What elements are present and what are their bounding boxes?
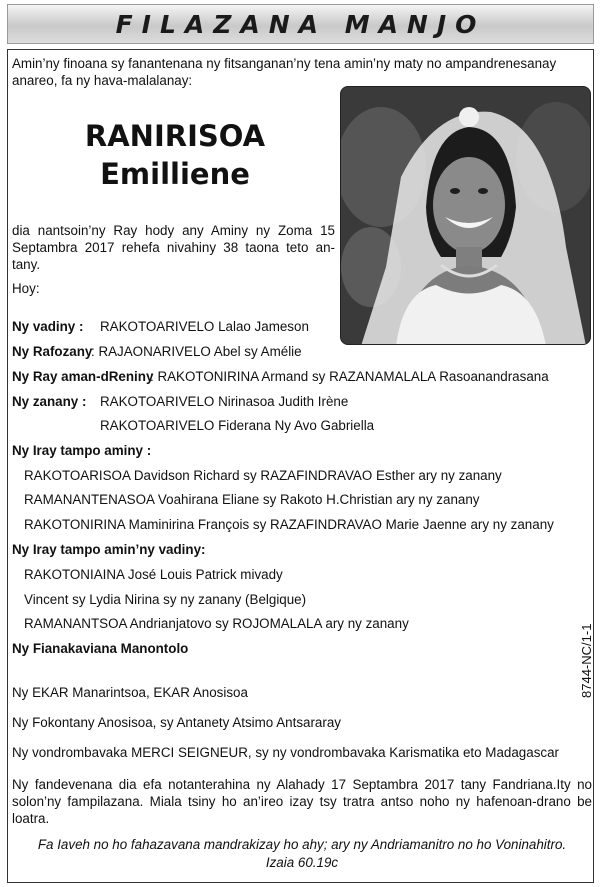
other-mourner: Ny Fokontany Anosisoa, sy Antanety Atsimo Antsararay <box>12 715 341 730</box>
zanany-item: RAKOTOARIVELO Fiderana Ny Avo Gabriella <box>100 418 375 433</box>
deceased-given-name: Emilliene <box>100 157 250 191</box>
iray-tampo-item: RAMANANTENASOA Voahirana Eliane sy Rakoto H.Christian ary ny zanany <box>24 492 480 507</box>
fianakaviana-manontolo: Ny Fianakaviana Manontolo <box>12 641 189 656</box>
iray-tampo-item: RAKOTONIRINA Maminirina François sy RAZAFINDRAVAO Marie Jaenne ary ny zanany <box>24 517 554 532</box>
rafozany-value: : RAJAONARIVELO Abel sy Amélie <box>91 344 302 359</box>
iray-tampo-vadiny-item: RAMANANTSOA Andrianjatovo sy ROJOMALALA ary ny zanany <box>24 616 409 631</box>
ray-aman-dreniny-value: : RAKOTONIRINA Armand sy RAZANAMALALA Rasoanandrasana <box>150 369 549 384</box>
iray-tampo-vadiny-item: Vincent sy Lydia Nirina sy ny zanany (Belgique) <box>24 592 307 607</box>
portrait-photo <box>340 86 591 345</box>
zanany-label: Ny zanany : <box>12 394 87 409</box>
other-mourner: Ny vondrombavaka MERCI SEIGNEUR, sy ny vondrombavaka Karismatika eto Madagascar <box>12 745 559 760</box>
bible-verse-reference: Izaia 60.19c <box>265 855 339 870</box>
iray-tampo-item: RAKOTOARISOA Davidson Richard sy RAZAFINDRAVAO Esther ary ny zanany <box>24 468 502 483</box>
iray-tampo-vadiny-label: Ny Iray tampo amin’ny vadiny: <box>12 542 206 557</box>
announcement-text: dia nantsoin’ny Ray hody any Aminy ny Zoma 15 Septambra 2017 rehefa nivahiny 38 taona teto an-tany. <box>12 223 335 272</box>
zanany-item: RAKOTOARIVELO Nirinasoa Judith Irène <box>100 394 349 409</box>
iray-tampo-label: Ny Iray tampo aminy : <box>12 443 152 458</box>
iray-tampo-vadiny-item: RAKOTONIAINA José Louis Patrick mivady <box>24 567 283 582</box>
ray-aman-dreniny-label: Ny Ray aman-dReniny <box>12 369 154 384</box>
hoy-label: Hoy: <box>12 281 40 296</box>
notice-title: FILAZANA MANJO <box>115 9 486 39</box>
vadiny-value: RAKOTOARIVELO Lalao Jameson <box>100 319 309 334</box>
rafozany-label: Ny Rafozany <box>12 344 93 359</box>
vadiny-label: Ny vadiny : <box>12 319 84 334</box>
ad-reference-code: 8744-NC/1-1 <box>579 623 594 698</box>
deceased-surname: RANIRISOA <box>84 119 266 153</box>
portrait-illustration <box>341 87 591 345</box>
header-banner <box>7 4 594 44</box>
burial-text: Ny fandevenana dia efa notanterahina ny Alahady 17 Septambra 2017 tany Fandriana.Ity no solon’ny fampilazana. Miala tsiny ho an’ireo izay tsy tratra antso noho ny hafenoan-drano be loatra. <box>12 777 592 826</box>
bible-verse: Fa Iaveh no ho fahazavana mandrakizay ho ahy; ary ny Andriamanitro no ho Voninahitro. <box>37 837 567 852</box>
intro-text: Amin’ny finoana sy fanantenana ny fitsanganan’ny tena amin’ny maty no ampandrenesanay anareo, fa ny hava-malalanay: <box>12 56 557 88</box>
other-mourner: Ny EKAR Manarintsoa, EKAR Anosisoa <box>12 685 248 700</box>
